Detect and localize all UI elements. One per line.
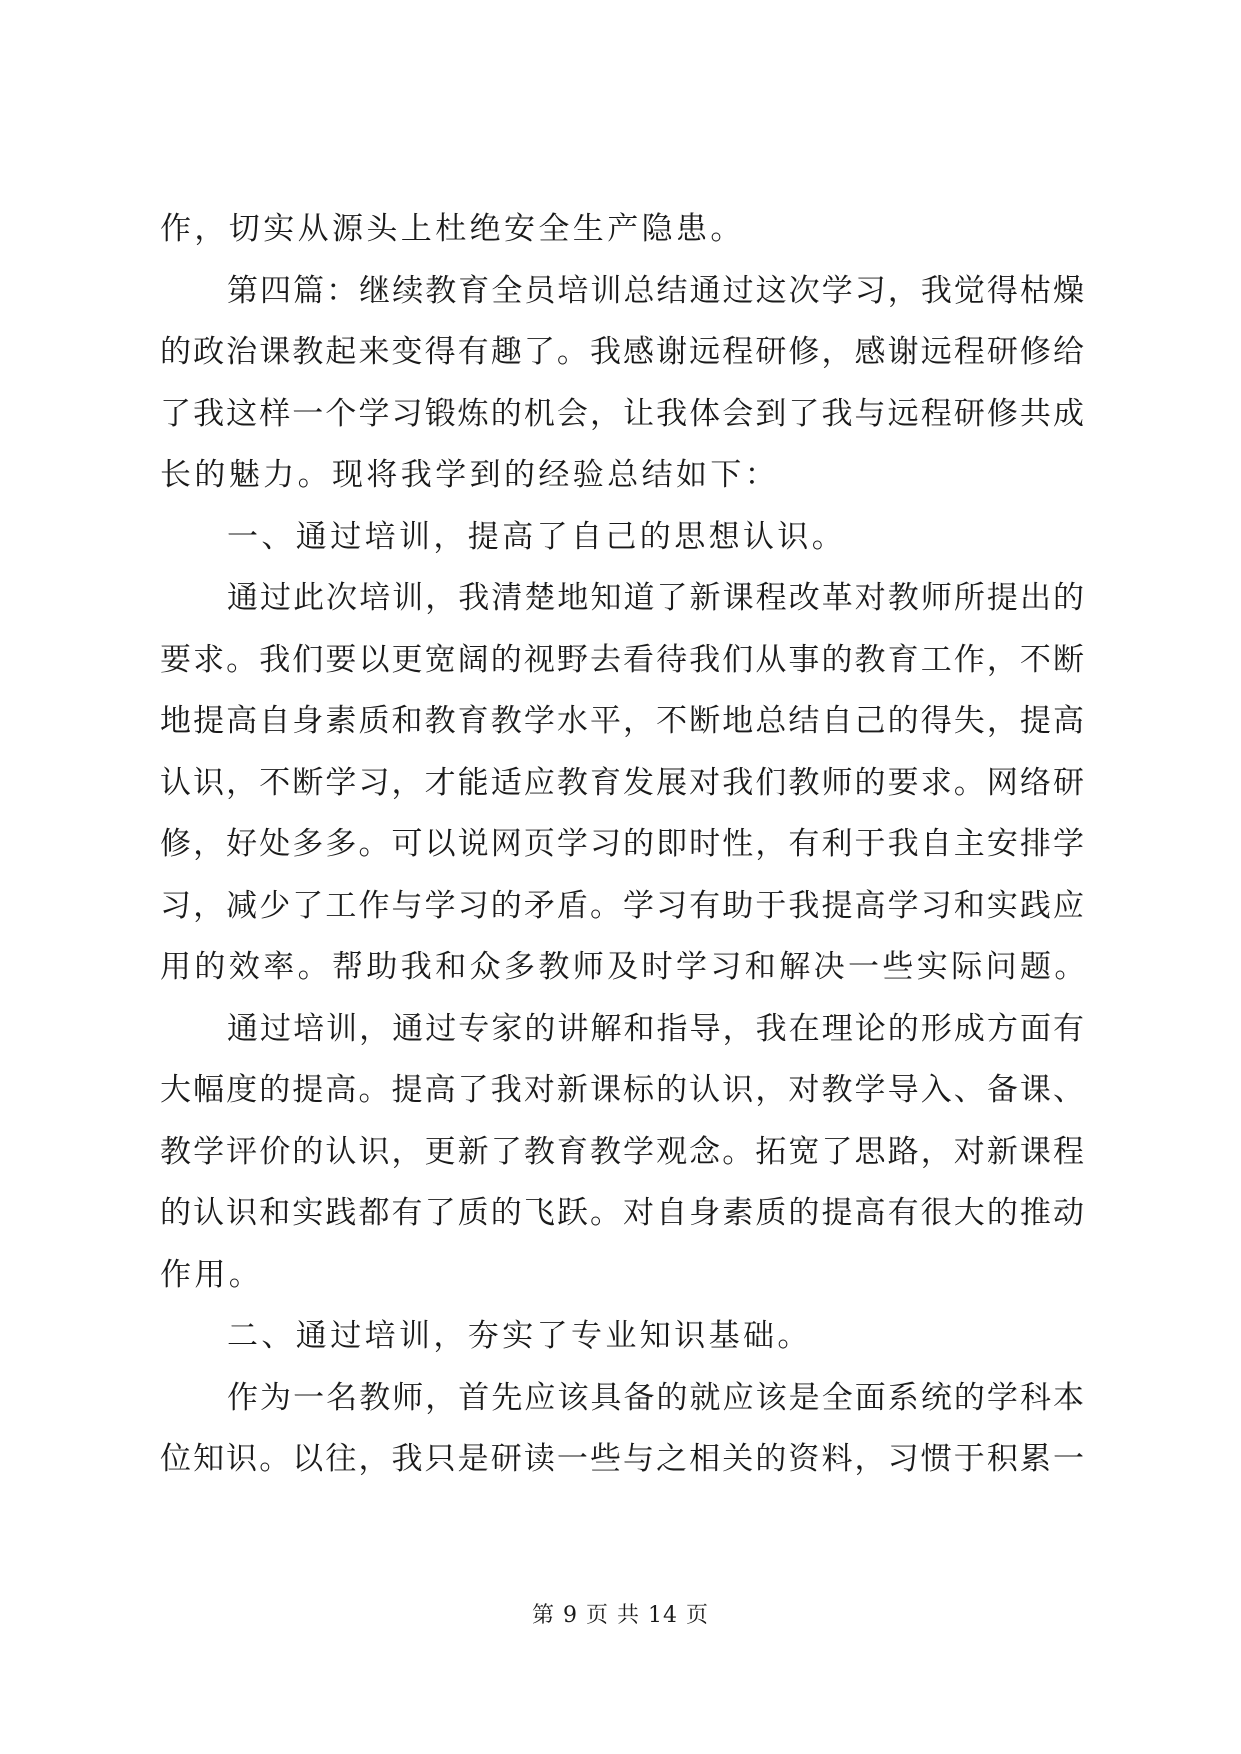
text-line: 一、通过培训，提高了自己的思想认识。	[227, 518, 847, 555]
text-line: 要求。我们要以更宽阔的视野去看待我们从事的教育工作，不断	[160, 641, 1084, 678]
text-line: 了我这样一个学习锻炼的机会，让我体会到了我与远程研修共成	[160, 395, 1084, 432]
page-number-footer: 第 9 页 共 14 页	[532, 1603, 709, 1628]
text-line: 位知识。以往，我只是研读一些与之相关的资料，习惯于积累一	[160, 1441, 1084, 1477]
text-line: 用的效率。帮助我和众多教师及时学习和解决一些实际问题。	[160, 949, 1089, 985]
text-line: 长的魅力。现将我学到的经验总结如下：	[160, 457, 780, 493]
text-line: 地提高自身素质和教育教学水平，不断地总结自己的得失，提高	[160, 703, 1084, 739]
text-line: 通过培训，通过专家的讲解和指导，我在理论的形成方面有	[227, 1010, 1084, 1047]
text-line: 教学评价的认识，更新了教育教学观念。拓宽了思路，对新课程	[160, 1133, 1084, 1170]
text-line: 习，减少了工作与学习的矛盾。学习有助于我提高学习和实践应	[160, 887, 1084, 924]
text-line: 的认识和实践都有了质的飞跃。对自身素质的提高有很大的推动	[160, 1195, 1084, 1231]
text-line: 二、通过培训，夯实了专业知识基础。	[227, 1318, 812, 1354]
text-line: 作用。	[160, 1256, 264, 1293]
text-line: 作，切实从源头上杜绝安全生产隐患。	[160, 211, 745, 247]
text-line: 认识，不断学习，才能适应教育发展对我们教师的要求。网络研	[160, 764, 1084, 801]
text-line: 大幅度的提高。提高了我对新课标的认识，对教学导入、备课、	[160, 1072, 1084, 1108]
text-line: 修，好处多多。可以说网页学习的即时性，有利于我自主安排学	[160, 826, 1084, 862]
text-line: 第四篇：继续教育全员培训总结通过这次学习，我觉得枯燥	[227, 272, 1084, 309]
text-line: 的政治课教起来变得有趣了。我感谢远程研修，感谢远程研修给	[160, 334, 1084, 370]
text-line: 作为一名教师，首先应该具备的就应该是全面系统的学科本	[227, 1379, 1084, 1416]
text-line: 通过此次培训，我清楚地知道了新课程改革对教师所提出的	[227, 580, 1084, 616]
document-body	[160, 199, 1089, 1491]
